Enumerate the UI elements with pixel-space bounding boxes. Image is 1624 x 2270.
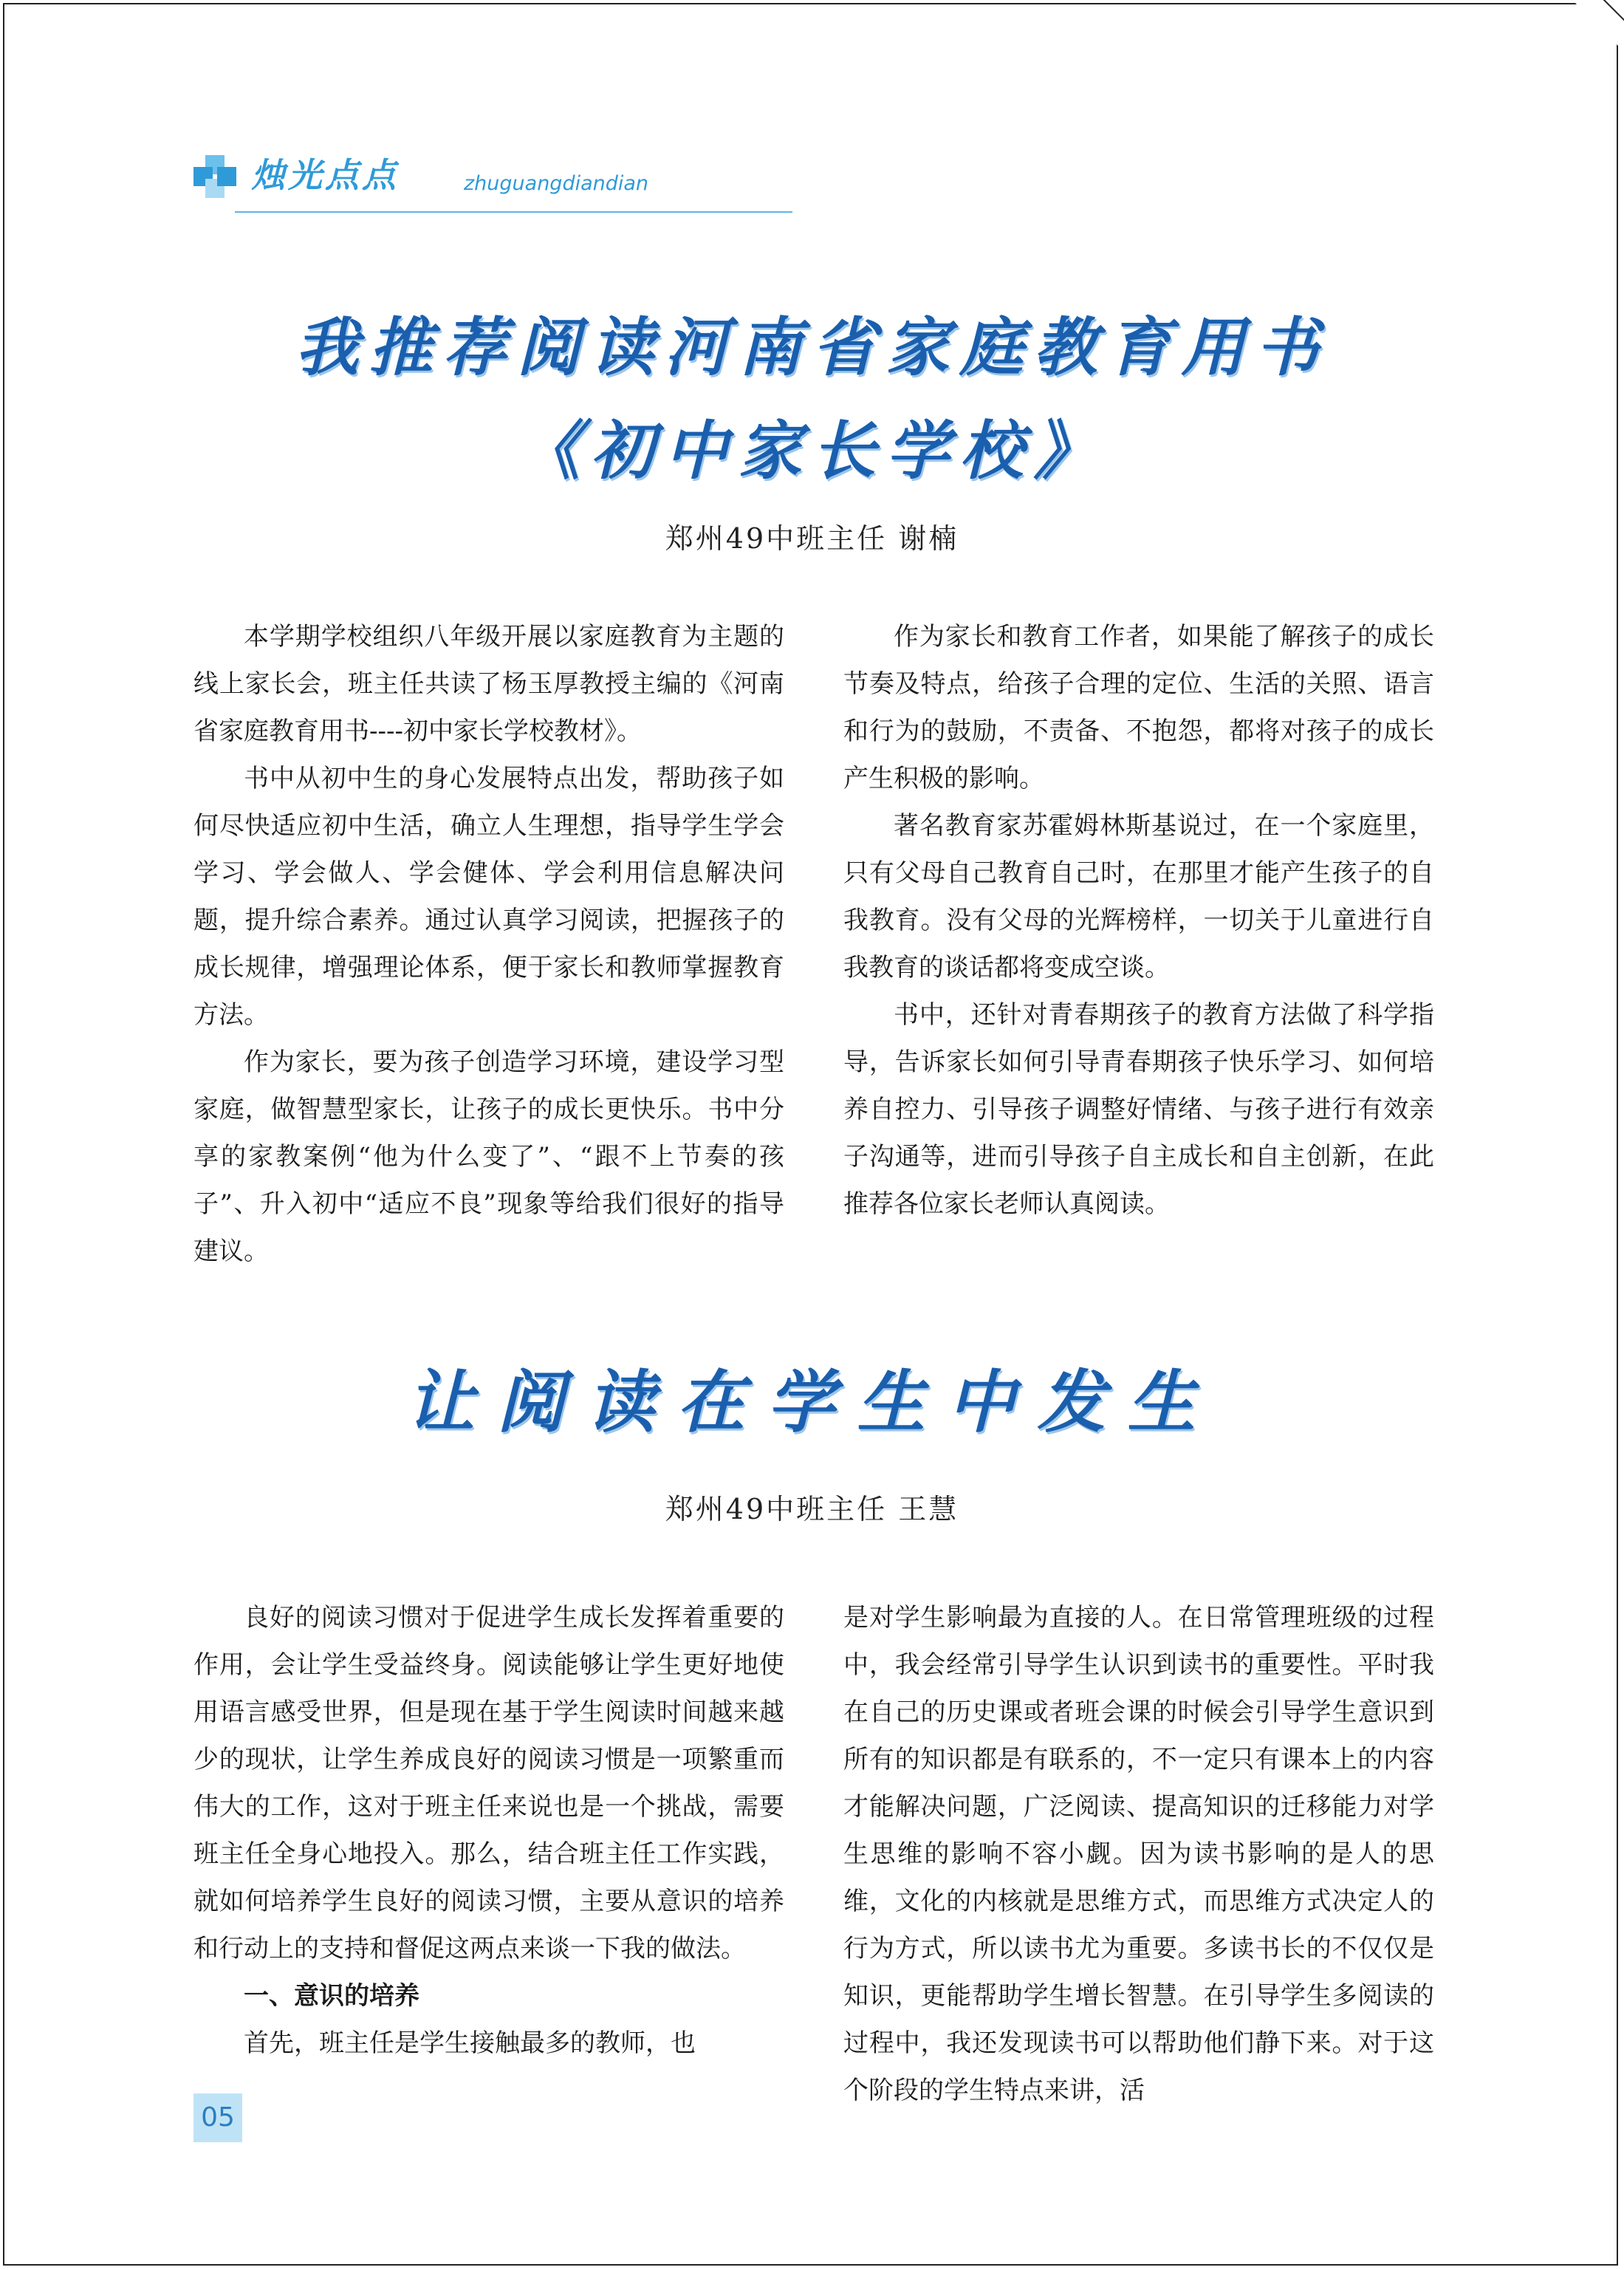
article1-right-column	[843, 613, 1434, 1228]
paragraph: 书中从初中生的身心发展特点出发，帮助孩子如何尽快适应初中生活，确立人生理想，指导学生学会学习、学会做人、学会健体、学会利用信息解决问题，提升综合素养。通过认真学习阅读，把握孩子的成长规律，增强理论体系，便于家长和教师掌握教育方法。	[193, 764, 784, 1030]
folded-corner	[1572, 0, 1624, 52]
section-pinyin: zhuguangdiandian	[464, 172, 649, 195]
paragraph: 本学期学校组织八年级开展以家庭教育为主题的线上家长会，班主任共读了杨玉厚教授主编的《河南省家庭教育用书----初中家长学校教材》。	[193, 622, 784, 746]
paragraph: 作为家长，要为孩子创造学习环境，建设学习型家庭，做智慧型家长，让孩子的成长更快乐。书中分享的家教案例“他为什么变了”、“跟不上节奏的孩子”、升入初中“适应不良”现象等给我们很好的指导建议。	[193, 1047, 784, 1266]
article2-title: 让阅读在学生中发生	[406, 1362, 1218, 1442]
paragraph: 作为家长和教育工作者，如果能了解孩子的成长节奏及特点，给孩子合理的定位、生活的关照、语言和行为的鼓励，不责备、不抱怨，都将对孩子的成长产生积极的影响。	[843, 622, 1434, 793]
article1-author: 郑州49中班主任 谢楠	[665, 522, 959, 555]
article2-author: 郑州49中班主任 王慧	[665, 1493, 959, 1525]
article2-left-column	[193, 1594, 784, 2067]
paragraph: 良好的阅读习惯对于促进学生成长发挥着重要的作用，会让学生受益终身。阅读能够让学生更好地使用语言感受世界，但是现在基于学生阅读时间越来越少的现状，让学生养成良好的阅读习惯是一项繁重而伟大的工作，这对于班主任来说也是一个挑战，需要班主任全身心地投入。那么，结合班主任工作实践，就如何培养学生良好的阅读习惯，主要从意识的培养和行动上的支持和督促这两点来谈一下我的做法。	[193, 1603, 784, 1963]
page-number: 05	[193, 2093, 242, 2142]
article1-left-column	[193, 613, 784, 1275]
paragraph: 书中，还针对青春期孩子的教育方法做了科学指导，告诉家长如何引导青春期孩子快乐学习、如何培养自控力、引导孩子调整好情绪、与孩子进行有效亲子沟通等，进而引导孩子自主成长和自主创新，在此推荐各位家长老师认真阅读。	[843, 1000, 1434, 1219]
subheading: 一、意识的培养	[244, 1981, 419, 2011]
header-rule	[235, 211, 792, 213]
article1-title-line1: 我推荐阅读河南省家庭教育用书	[295, 310, 1329, 385]
article2-right-column	[843, 1594, 1434, 2114]
blue-square-cluster-icon	[193, 155, 236, 198]
paragraph: 首先，班主任是学生接触最多的教师，也	[244, 2028, 696, 2058]
paragraph: 是对学生影响最为直接的人。在日常管理班级的过程中，我会经常引导学生认识到读书的重要性。平时我在自己的历史课或者班会课的时候会引导学生意识到所有的知识都是有联系的，不一定只有课本上的内容才能解决问题，广泛阅读、提高知识的迁移能力对学生思维的影响不容小觑。因为读书影响的是人的思维，文化的内核就是思维方式，而思维方式决定人的行为方式，所以读书尤为重要。多读书长的不仅仅是知识，更能帮助学生增长智慧。在引导学生多阅读的过程中，我还发现读书可以帮助他们静下来。对于这个阶段的学生特点来讲，活	[843, 1603, 1434, 2105]
paragraph: 著名教育家苏霍姆林斯基说过，在一个家庭里，只有父母自己教育自己时，在那里才能产生孩子的自我教育。没有父母的光辉榜样，一切关于儿童进行自我教育的谈话都将变成空谈。	[843, 811, 1434, 982]
article1-title-line2: 《初中家长学校》	[516, 414, 1108, 488]
section-title: 烛光点点	[251, 155, 399, 195]
